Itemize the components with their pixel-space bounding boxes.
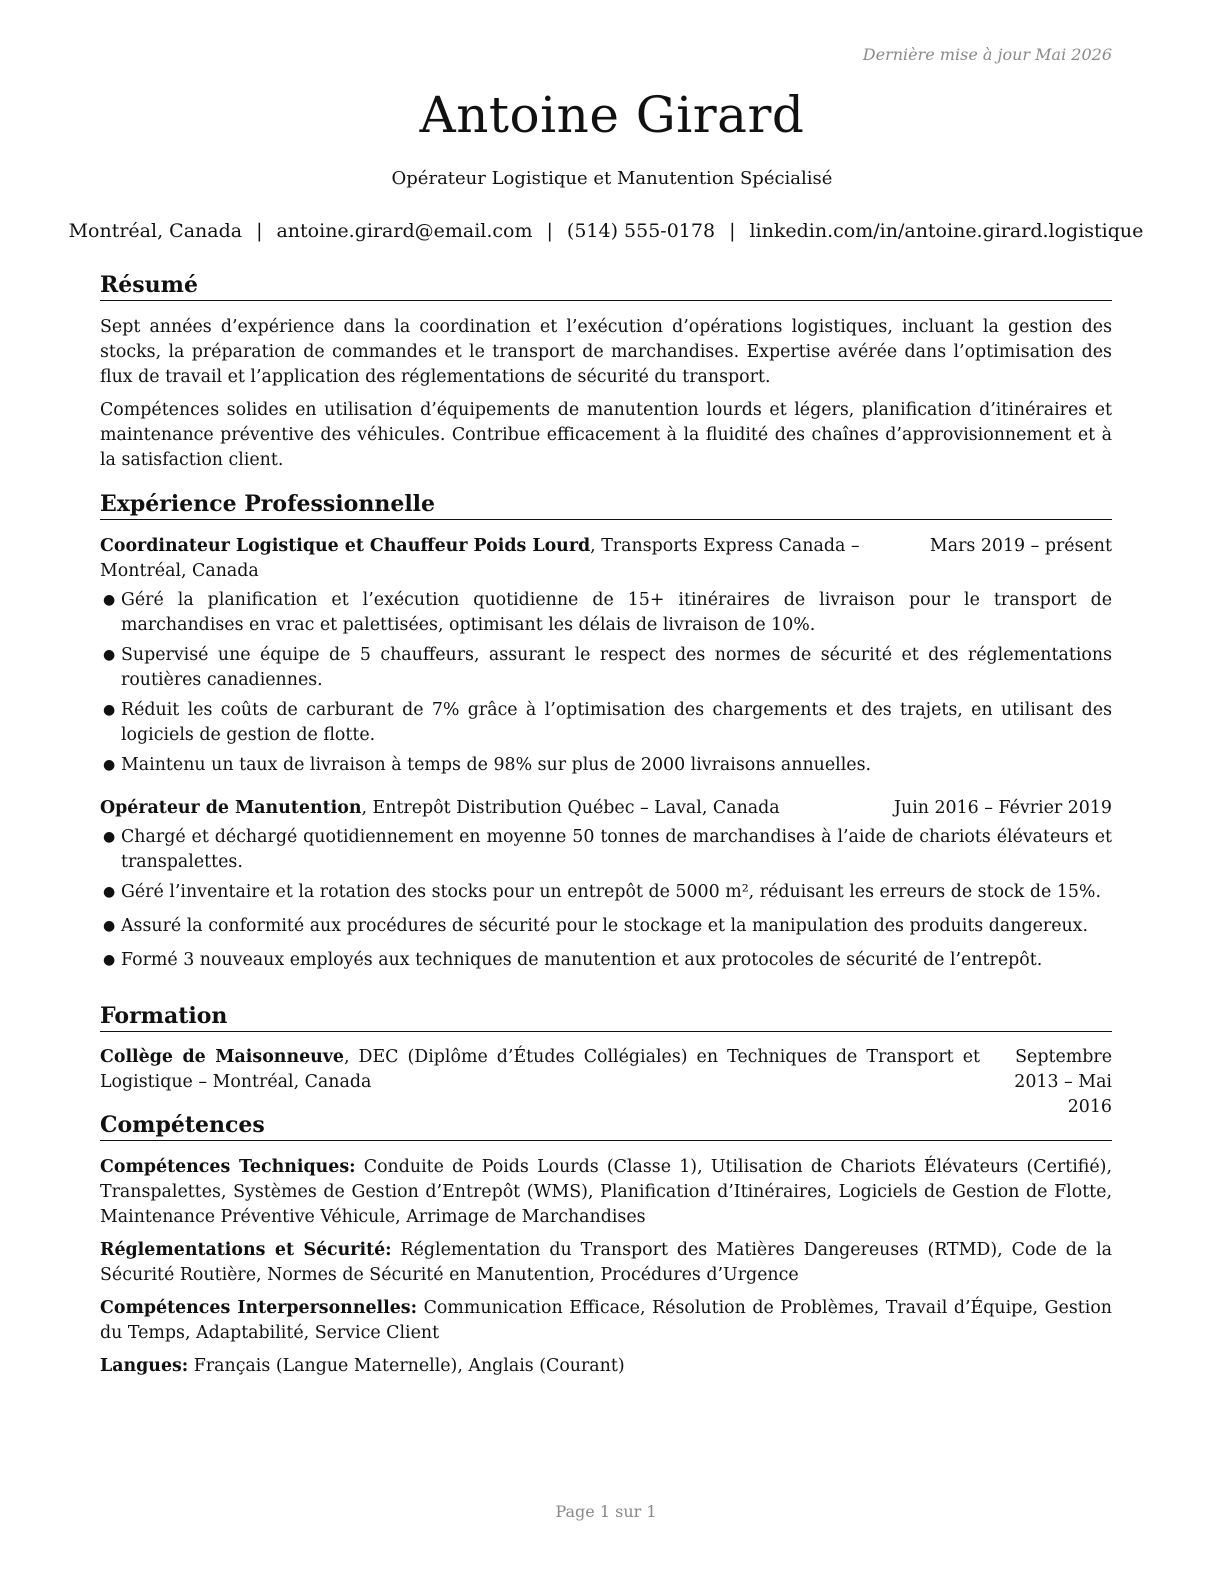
job-entry [100,796,1112,973]
skill-label: Langues: [100,1356,189,1376]
last-updated: Dernière mise à jour Mai 2026 [862,45,1112,64]
summary-paragraph: Compétences solides en utilisation d’équipements de manutention lourds et légers, planification d’itinéraires et maintenance préventive des véhicules. Contribue efficacement à la fluidité des chaînes d’approvisionnement et à la satisfaction client. [100,400,1112,470]
job-role: Opérateur de Manutention [100,798,362,818]
education-school: Collège de Maisonneuve [100,1047,344,1067]
contact-separator: | [729,220,736,242]
summary-paragraph: Sept années d’expérience dans la coordination et l’exécution d’opérations logistiques, incluant la gestion des stocks, la préparation de commandes et le transport de marchandises. Expertise avérée dans l’optimisation des flux de travail et l’application des réglementations de sécurité du transport. [100,317,1112,387]
job-role: Coordinateur Logistique et Chauffeur Poids Lourd [100,536,591,556]
skill-text: Communication Efficace, Résolution de Problèmes, Travail d’Équipe, Gestion du Temps, Adaptabilité, Service Client [100,1298,1112,1343]
skill-text: Conduite de Poids Lourds (Classe 1), Utilisation de Chariots Élévateurs (Certifié), Transpalettes, Systèmes de Gestion d’Entrepôt (WMS), Planification d’Itinéraires, Logiciels de Gestion de Flotte, Maintenance Préventive Véhicule, Arrimage de Marchandises [100,1157,1112,1227]
bullet-icon: ● [103,647,116,663]
contact-location: Montréal, Canada [68,220,243,242]
bullet-item: ● Chargé et déchargé quotidiennement en moyenne 50 tonnes de marchandises à l’aide de chariots élévateurs et transpalettes. [103,827,1112,872]
bullet-item: ● Assuré la conformité aux procédures de sécurité pour le stockage et la manipulation des produits dangereux. [100,914,1112,939]
bullet-icon: ● [103,952,116,968]
skill-group [100,1155,1112,1230]
bullet-item: ● Formé 3 nouveaux employés aux techniques de manutention et aux protocoles de sécurité de l’entrepôt. [100,948,1112,973]
skill-label: Compétences Techniques: [100,1157,356,1177]
bullet-icon: ● [103,702,116,718]
job-bullets [100,588,1112,778]
job-company: , Entrepôt Distribution Québec – Laval, Canada [361,798,780,818]
contact-line [0,220,1212,242]
bullet-icon: ● [103,829,116,845]
experience-section [100,489,1112,978]
contact-linkedin[interactable]: linkedin.com/in/antoine.girard.logistique [749,220,1144,242]
skill-text: Réglementation du Transport des Matières Dangereuses (RTMD), Code de la Sécurité Routière, Normes de Sécurité en Manutention, Procédures d’Urgence [100,1240,1113,1285]
education-dates: Septembre 2013 – Mai 2016 [1014,1047,1112,1117]
skills-heading: Compétences [100,1110,1112,1141]
bullet-icon: ● [103,757,116,773]
skill-group [100,1296,1112,1346]
summary-heading: Résumé [100,270,1112,301]
bullet-item: ● Supervisé une équipe de 5 chauffeurs, assurant le respect des normes de sécurité et des réglementations routières canadiennes. [103,645,1112,690]
bullet-icon: ● [103,918,116,934]
bullet-item: ● Maintenu un taux de livraison à temps de 98% sur plus de 2000 livraisons annuelles. [100,753,1112,778]
skill-group [100,1354,1112,1379]
bullet-icon: ● [103,884,116,900]
education-detail: , DEC (Diplôme d’Études Collégiales) en Techniques de Transport et Logistique – Montréal, Canada [100,1047,980,1092]
candidate-title: Opérateur Logistique et Manutention Spécialisé [391,168,833,189]
contact-separator: | [546,220,553,242]
bullet-item: ● Réduit les coûts de carburant de 7% grâce à l’optimisation des chargements et des trajets, en utilisant des logiciels de gestion de flotte. [103,700,1112,745]
page-number: Page 1 sur 1 [555,1502,657,1521]
job-header [100,796,1112,821]
skill-group [100,1238,1112,1288]
education-heading: Formation [100,1001,1112,1032]
skill-text: Français (Langue Maternelle), Anglais (Courant) [188,1356,625,1376]
job-entry [100,534,1112,778]
education-section [100,1001,1112,1120]
job-company: , Transports Express Canada – Montréal, Canada [100,536,860,581]
bullet-item: ● Géré la planification et l’exécution quotidienne de 15+ itinéraires de livraison pour le transport de marchandises en vrac et palettisées, optimisant les délais de livraison de 10%. [103,590,1112,635]
candidate-name: Antoine Girard [419,86,805,144]
education-entry [100,1045,1112,1120]
summary-section [100,270,1112,473]
skill-label: Compétences Interpersonnelles: [100,1298,418,1318]
job-header [100,534,1112,584]
bullet-item: ● Géré l’inventaire et la rotation des stocks pour un entrepôt de 5000 m², réduisant les erreurs de stock de 15%. [100,880,1112,905]
contact-separator: | [256,220,263,242]
experience-heading: Expérience Professionnelle [100,489,1112,520]
job-dates: Juin 2016 – Février 2019 [894,798,1112,818]
skill-label: Réglementations et Sécurité: [100,1240,392,1260]
bullet-icon: ● [103,592,116,608]
contact-email[interactable]: antoine.girard@email.com [276,220,533,242]
job-dates: Mars 2019 – présent [929,536,1112,556]
skills-section [100,1110,1112,1387]
job-bullets [100,825,1112,973]
contact-phone: (514) 555-0178 [566,220,716,242]
